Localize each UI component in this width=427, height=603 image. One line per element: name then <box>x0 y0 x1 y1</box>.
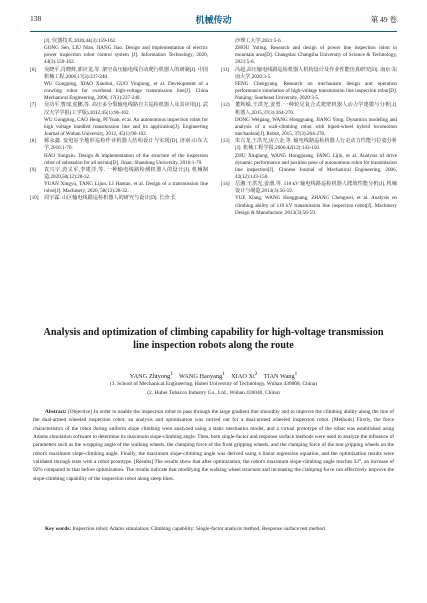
reference-text: 朱兴龙,王洪光,房立金,等. 输电线路巡检机器人行走动力性能与位姿分析[J]. 机械工程学报,2006,42(12):143-150. <box>235 138 397 152</box>
reference-entry <box>221 102 397 116</box>
reference-text: FENG Chengyang. Research on mechanism design and operation performance simulation of high-voltage transmission line inspection robot[D]. Nanjing: Southeast University, 2020:3-5. <box>235 80 397 102</box>
abstract-text: [Objective] In order to enable the inspection robot to pass through the large gradient line smoothly and to improve the climbing ability along the line of the dual-armed wheeled inspection robot, an analysis and optimization was carried out for a dual-armed wheeled inspection robot. [Methods] Firstly, the force characteristics of the robot during uniform slope climbing were analyzed using a static mechanics model, and a virtual prototype of the robot was established using Adams simulation software to determine its maximum slope-climbing angle. Then, both single-factor and response surface methods were used to analyze the influence of parameters such as the wrapping angle of the walking wheels, the clamping force of the front gripping wheels, and the clamping force of the rear gripping wheels on the robot's maximum slope-climbing angle. Finally, the maximum slope-climbing angle was derived using a linear regression equation, and the optimization results were validated through tests with a robot prototype. [Results] The results show that after optimization, the robot's maximum slope-climbing angle reaches 32°, an increase of 92% compared to that before optimization. The results indicate that modifying the walking wheel structure and increasing the clamping force can effectively improve the slope-climbing capability of the inspection robot along steep lines. <box>33 409 394 482</box>
reference-number: [6] <box>30 66 36 73</box>
reference-entry <box>30 81 208 102</box>
reference-text: 周宇霖. 山区输电线路巡检机器人的研究与设计[D]. 长沙:长 <box>44 195 176 202</box>
reference-entry <box>221 138 397 152</box>
reference-text: WU Gongping, CAO Heng, PI Yuan, et al. An autonomous inspection robot for high voltage bundled transmission line and its application[J]. Engineering Journal of Wuhan University, 2012, 45(1):96-102. <box>44 116 208 138</box>
reference-number <box>30 181 44 195</box>
reference-number <box>221 195 235 216</box>
references-left-column <box>30 38 208 203</box>
reference-text: GONG Sen, LIU Nian, JIANG Jiao. Design and implementation of electric power inspection robot control system [J]. Information Technology, 2020, 44(3):159-162. <box>44 45 208 66</box>
author-affiliation-mark: 2 <box>254 371 258 377</box>
reference-number <box>221 81 235 102</box>
reference-number <box>221 117 235 138</box>
reference-entry <box>221 195 397 216</box>
reference-text: 沙理工大学,2021:5-6. <box>235 38 282 44</box>
affiliation-line: (2. Hubei Tobacco Industry Co., Ltd., Wuhan 430040, China) <box>147 390 280 396</box>
references-right-column <box>221 38 397 217</box>
reference-entry <box>221 117 397 138</box>
reference-entry <box>30 181 208 195</box>
author-affiliation-mark: 1 <box>294 371 298 377</box>
reference-entry <box>221 67 397 81</box>
reference-number: [9] <box>30 166 36 173</box>
reference-entry <box>221 153 397 182</box>
reference-number: [13] <box>221 138 230 145</box>
journal-name: 机械传动 <box>195 16 232 26</box>
reference-number: [14] <box>221 181 230 188</box>
reference-text: ZHU Xinglong, WANG Hongguang, FANG Lijin, et al. Analysis of drive dynamic performance and position pose of autonomous robot for transmission line inspection[J]. Chinese Journal of Mechanical Engineering, 2006, 42(12):143-150. <box>235 152 397 180</box>
abstract-paragraph <box>33 408 394 483</box>
keywords-label: Key words: <box>45 526 72 532</box>
author-name: YANG Zhiyong <box>129 373 171 381</box>
author-name: TIAN Wang <box>263 373 295 381</box>
reference-number: [11] <box>221 66 230 73</box>
reference-number <box>30 45 44 66</box>
reference-text: 冯超,高压输电线路巡检机器人机构设计及作业性能仿真研究[D]. 南京:东南大学,2020:3-5. <box>235 66 397 80</box>
reference-number <box>30 81 44 102</box>
keywords-paragraph <box>33 525 394 533</box>
reference-text: 吴功平,曹琦,虎鹏,等. 高压多分裂输电线路自主巡检机器人及其应用[J]. 武汉大学学报(工学版),2012,45(1):96-102. <box>44 102 208 116</box>
reference-entry <box>221 81 397 102</box>
author-affiliation-mark: 1 <box>170 371 173 377</box>
reference-entry <box>30 167 208 181</box>
author-name: WANG Haoyang <box>179 373 223 381</box>
reference-entry <box>30 153 208 167</box>
author-name: XIAO Xi <box>231 373 255 381</box>
reference-entry <box>30 45 208 66</box>
reference-text: 岳湘,王洪光,姜渤,等. 110 kV 输电线路巡检机器人爬坡性能分析[J]. 机械设计与制造,2013(3):56-59. <box>235 181 397 195</box>
reference-entry <box>30 117 208 138</box>
reference-text: 吴晓平,肖晓辉,郭应龙,等. 架空高压输电线自动爬行机器人的研制[J]. 中国机械工程,2006,17(3):237-240. <box>44 66 208 80</box>
reference-text: 董辉嵘,王洪光,姜勇. 一种轮足复合式爬壁机器人动力学建模与分析[J]. 机器人,2015,37(3):264-270. <box>235 102 397 116</box>
reference-entry <box>221 181 397 195</box>
reference-text: HAO Yongxin. Design & implementation of the structure of the inspection robot of substation for all terrain[D]. Jinan: Shandong University, 2016:1-70. <box>44 152 208 166</box>
reference-number: [10] <box>30 195 39 202</box>
reference-number: [7] <box>30 102 36 109</box>
page-header <box>30 13 397 29</box>
reference-text: YUAN Xingyu, TANG Lijun, LI Haotao, et al. Design of a transmission line robot[J]. Machinery, 2020, 58(12):28-32. <box>44 181 208 195</box>
reference-entry <box>221 45 397 66</box>
reference-entry <box>30 102 208 116</box>
reference-number: [8] <box>30 138 36 145</box>
keywords-text: Inspection robot; Adams simulation; Climbing capability; Single-factor analysis method; Response surface test method <box>72 526 325 532</box>
abstract-label: Abstract: <box>45 409 67 415</box>
volume-label: 第 49 卷 <box>370 15 397 24</box>
reference-number <box>30 117 44 138</box>
reference-entry <box>30 195 208 202</box>
reference-text: DONG Weigang, WANG Hongguang, JIANG Yong. Dynamics modeling and analysis of a wall-climbing robot with biped-wheel hybrid locomotion mechanism[J]. Robot, 2015, 37(3):264-270. <box>235 116 397 138</box>
page-number: 138 <box>30 14 42 23</box>
article-title-english: Analysis and optimization of climbing capability for high-voltage transmission line inspection robots along the route <box>43 327 384 352</box>
reference-number <box>221 45 235 66</box>
reference-text: [J]. 仪器技术,2020,44(3):159-162. <box>44 38 117 44</box>
affiliation-line: (1. School of Mechanical Engineering, Hubei University of Technology, Wuhan 430068, China) <box>109 381 318 387</box>
reference-text: ZHOU Yuting. Research and design of power line inspection robot in mountain area[D]. Changsha: Changsha University of Science & Technology, 2021:5-6. <box>235 45 397 66</box>
reference-text: YUE Xiang, WANG Hongguang, ZHANG Chengwei, et al. Analysis on climbing ability of 110 kV transmission line inspection robot[J]. Machinery Design & Manufacture, 2013(3):56-59. <box>235 195 397 216</box>
reference-number <box>30 38 44 45</box>
reference-number: [12] <box>221 102 230 109</box>
reference-text: 袁兴宇,唐义军,李建洋,等. 一种输电线路检测机器人的设计[J]. 机械制造,2020,58(12):28-32. <box>44 166 208 180</box>
author-affiliation-mark: 1 <box>222 371 225 377</box>
reference-text: WU Gongping, XIAO Xiaohui, GUO Yinglong, et al. Development of a crawling robot for overhead high-voltage transmission line[J]. China Mechanical Engineering, 2006, 17(3):237-240. <box>44 80 208 102</box>
reference-number <box>30 153 44 167</box>
reference-text: 郝永鑫. 变电站全地形巡检作业机器人结构设计与实现[D]. 济南:山东大学,2016:1-70. <box>44 138 208 152</box>
reference-number <box>221 153 235 182</box>
author-list <box>30 371 397 380</box>
reference-entry <box>30 138 208 152</box>
reference-entry <box>30 67 208 81</box>
reference-number <box>221 38 235 45</box>
header-rule <box>30 31 397 32</box>
